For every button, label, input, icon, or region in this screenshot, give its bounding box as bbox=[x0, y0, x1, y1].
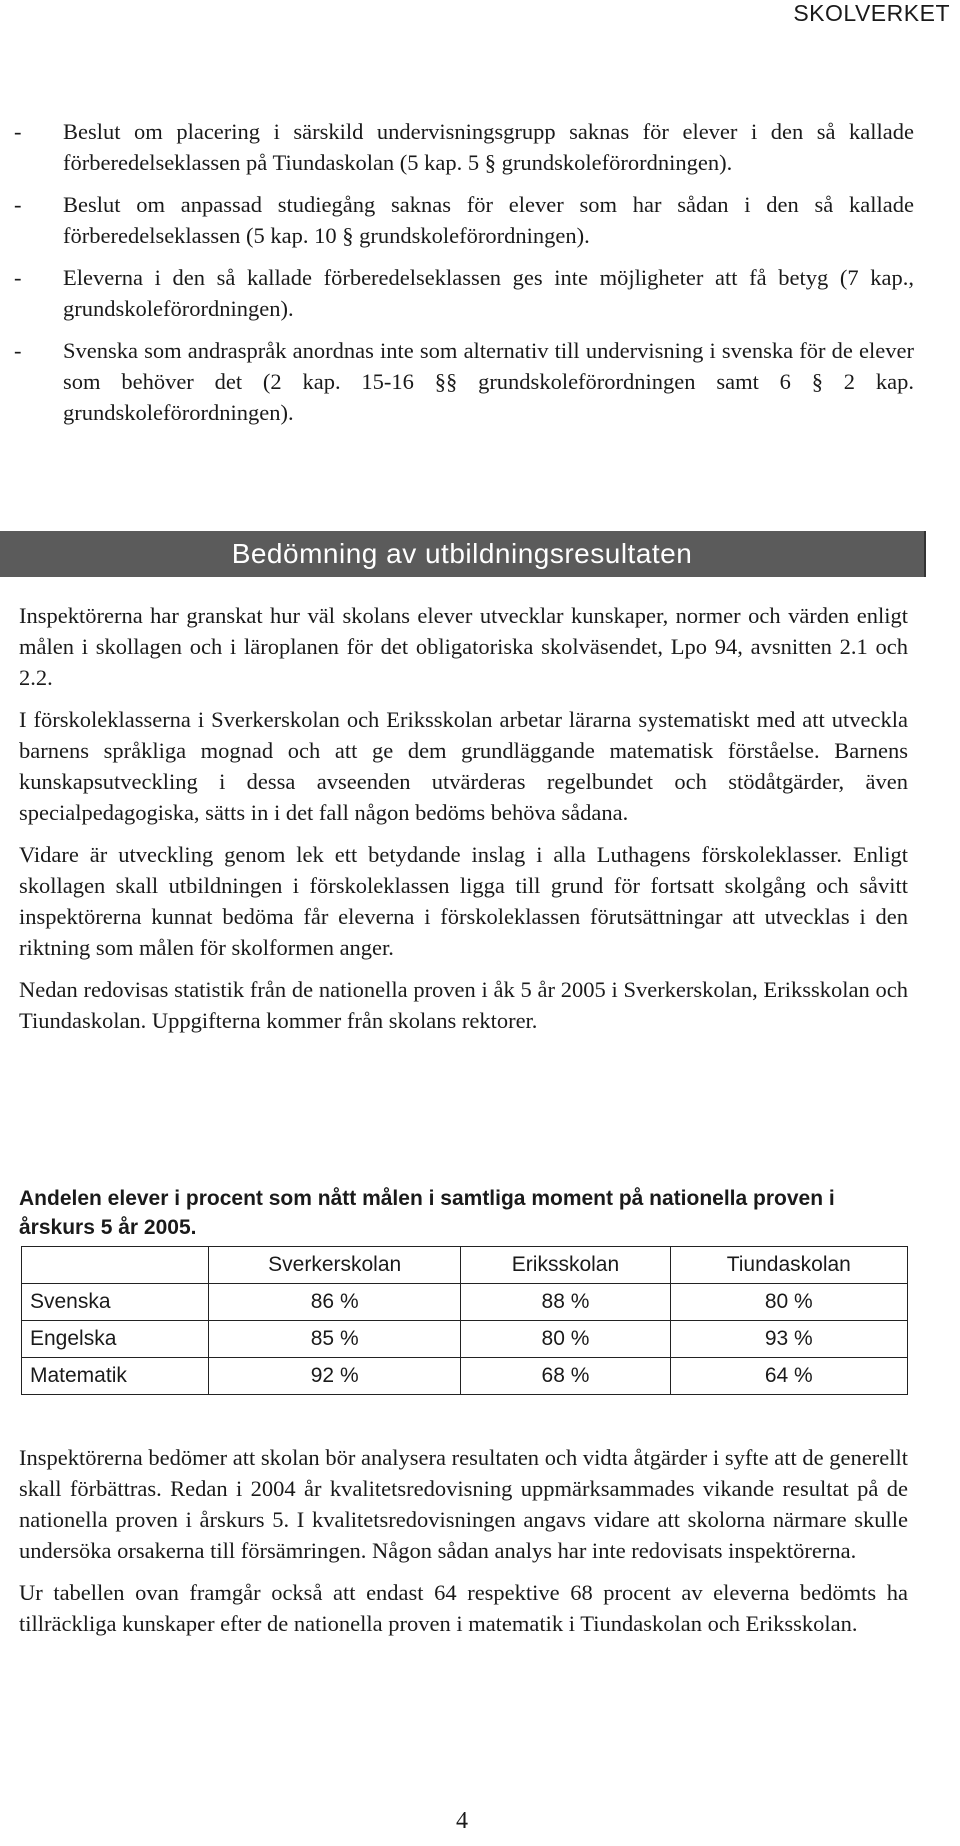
paragraph: Ur tabellen ovan framgår också att endast 64 respektive 68 procent av eleverna bedömts ha tillräckliga kunskaper efter de nationella proven i matematik i Tiundaskolan och Eriksskolan. bbox=[19, 1580, 908, 1636]
paragraph: Inspektörerna bedömer att skolan bör analysera resultaten och vidta åtgärder i syfte att de generellt skall förbättras. Redan i 2004 år kvalitetsredovisning uppmärksammades vikande resultat på de nationella proven i årskurs 5. I kvalitetsredovisningen angavs vidare att skolorna närmare skulle undersöka orsakerna till försämringen. Någon sådan analys har inte redovisats inspektörerna. bbox=[19, 1445, 908, 1563]
table-cell: 86 % bbox=[209, 1284, 461, 1321]
bullet-text: Beslut om placering i särskild undervisningsgrupp saknas för elever i den så kallade förberedelseklassen på Tiundaskolan (5 kap. 5 § grundskoleförordningen). bbox=[63, 119, 914, 175]
table-cell: 85 % bbox=[209, 1321, 461, 1358]
table-row-label: Engelska bbox=[22, 1321, 209, 1358]
table-row-label: Matematik bbox=[22, 1358, 209, 1395]
table-row bbox=[22, 1321, 908, 1358]
list-item bbox=[14, 116, 914, 178]
table-cell: 68 % bbox=[461, 1358, 670, 1395]
list-item bbox=[14, 189, 914, 251]
bullet-dash: - bbox=[14, 338, 22, 363]
table-header-cell: Tiundaskolan bbox=[670, 1247, 907, 1284]
list-item bbox=[14, 335, 914, 428]
page-number: 4 bbox=[456, 1808, 468, 1834]
table-cell: 93 % bbox=[670, 1321, 907, 1358]
body-text-bottom bbox=[19, 1442, 908, 1650]
table-row-label: Svenska bbox=[22, 1284, 209, 1321]
bullet-list bbox=[14, 116, 914, 439]
bullet-dash: - bbox=[14, 192, 22, 217]
paragraph: Inspektörerna har granskat hur väl skolans elever utvecklar kunskaper, normer och värden enligt målen i skollagen och i läroplanen för det obligatoriska skolväsendet, Lpo 94, avsnitten 2.1 och 2.2. bbox=[19, 603, 908, 690]
paragraph: I förskoleklasserna i Sverkerskolan och Eriksskolan arbetar lärarna systematiskt med att utveckla barnens språkliga mognad och att ge dem grundläggande matematisk förståelse. Barnens kunskapsutveckling i dessa avseenden utvärderas regelbundet och stödåtgärder, även specialpedagogiska, sätts in i det fall någon bedöms behöva sådana. bbox=[19, 707, 908, 825]
paragraph: Vidare är utveckling genom lek ett betydande inslag i alla Luthagens förskoleklasser. Enligt skollagen skall utbildningen i förskoleklassen ligga till grund för fortsatt skolgång och såvitt inspektörerna kunnat bedöma får eleverna i förskoleklassen förutsättningar att utvecklas i den riktning som målen för skolformen anger. bbox=[19, 842, 908, 960]
bullet-text: Beslut om anpassad studiegång saknas för elever som har sådan i den så kallade förberedelseklassen (5 kap. 10 § grundskoleförordningen). bbox=[63, 192, 914, 248]
section-heading: Bedömning av utbildningsresultaten bbox=[0, 531, 926, 577]
table-cell: 80 % bbox=[461, 1321, 670, 1358]
bullet-dash: - bbox=[14, 119, 22, 144]
paragraph: Nedan redovisas statistik från de nationella proven i åk 5 år 2005 i Sverkerskolan, Eriksskolan och Tiundaskolan. Uppgifterna kommer från skolans rektorer. bbox=[19, 977, 908, 1033]
table-header-row bbox=[22, 1247, 908, 1284]
table-cell: 88 % bbox=[461, 1284, 670, 1321]
table-row bbox=[22, 1358, 908, 1395]
table-row bbox=[22, 1284, 908, 1321]
body-text-top bbox=[19, 600, 908, 1047]
table-header-cell bbox=[22, 1247, 209, 1284]
bullet-dash: - bbox=[14, 265, 22, 290]
bullet-text: Svenska som andraspråk anordnas inte som alternativ till undervisning i svenska för de elever som behöver det (2 kap. 15-16 §§ grundskoleförordningen samt 6 § 2 kap. grundskoleförordningen). bbox=[63, 338, 914, 425]
results-table bbox=[21, 1246, 908, 1395]
bullet-text: Eleverna i den så kallade förberedelseklassen ges inte möjligheter att få betyg (7 kap., grundskoleförordningen). bbox=[63, 265, 914, 321]
table-header-cell: Sverkerskolan bbox=[209, 1247, 461, 1284]
list-item bbox=[14, 262, 914, 324]
table-cell: 92 % bbox=[209, 1358, 461, 1395]
table-header-cell: Eriksskolan bbox=[461, 1247, 670, 1284]
table-cell: 64 % bbox=[670, 1358, 907, 1395]
table-caption: Andelen elever i procent som nått målen i samtliga moment på nationella proven i årskurs 5 år 2005. bbox=[19, 1187, 835, 1239]
header-brand: SKOLVERKET bbox=[793, 0, 950, 26]
table-cell: 80 % bbox=[670, 1284, 907, 1321]
